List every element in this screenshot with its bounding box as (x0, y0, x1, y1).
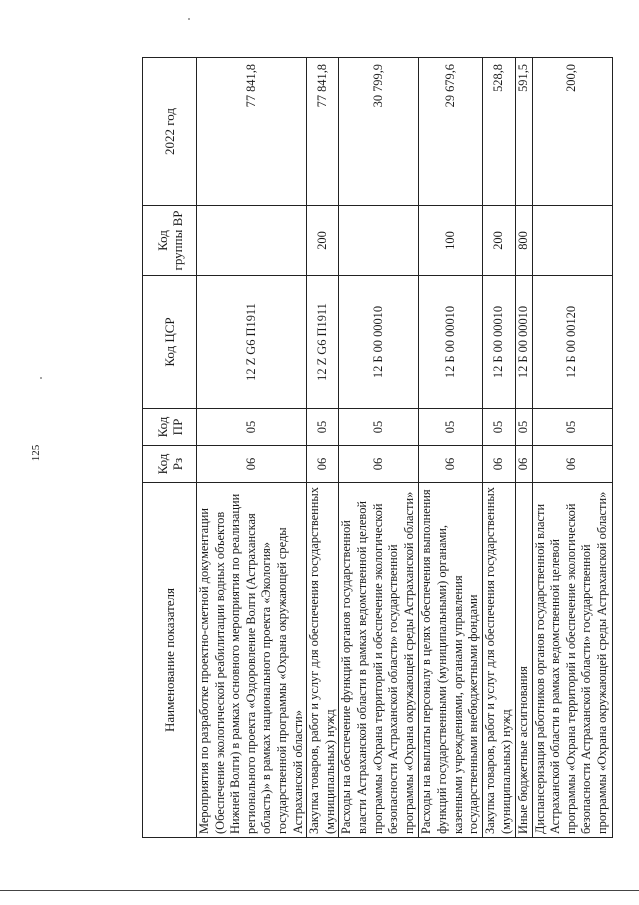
row-csr: 12 Z G6 П1911 (197, 276, 307, 409)
row-rz: 06 (197, 446, 307, 483)
row-value: 29 679,6 (419, 58, 483, 206)
table-row (307, 58, 339, 838)
scan-edge-line (0, 890, 639, 891)
row-name: Закупка товаров, работ и услуг для обеспечения государственных (муниципальных) нужд (307, 483, 339, 838)
header-pr: Код ПР (143, 409, 197, 446)
table-row (483, 58, 515, 838)
row-name: Расходы на обеспечение функций органов государственной власти Астраханской области в рамках ведомственной целевой программы «Охрана территорий и обеспечение экологической безопасности Астраханской области» государственной программы «Охрана окружающей среды Астраханской области» (339, 483, 419, 838)
header-name: Наименование показателя (143, 483, 197, 838)
scan-speck (188, 18, 190, 20)
row-vr: 100 (419, 206, 483, 276)
row-name: Иные бюджетные ассигнования (515, 483, 532, 838)
row-vr: 200 (483, 206, 515, 276)
table-row (419, 58, 483, 838)
row-pr: 05 (197, 409, 307, 446)
table-header-row (143, 58, 197, 838)
row-value: 77 841,8 (307, 58, 339, 206)
row-csr: 12 Б 00 00120 (532, 276, 612, 409)
header-csr: Код ЦСР (143, 276, 197, 409)
row-vr (339, 206, 419, 276)
row-pr: 05 (419, 409, 483, 446)
row-name: Диспансеризация работников органов государственной власти Астраханской области в рамках ведомственной целевой программы «Охрана территорий и обеспечение экологической безопасности Астраханской области» государственной программы «Охрана окружающей среды Астраханской области» (532, 483, 612, 838)
header-vr: Код группы ВР (143, 206, 197, 276)
row-value: 200,0 (532, 58, 612, 206)
row-rz: 06 (339, 446, 419, 483)
row-value: 591,5 (515, 58, 532, 206)
row-csr: 12 Б 00 00010 (515, 276, 532, 409)
row-csr: 12 Б 00 00010 (483, 276, 515, 409)
row-pr: 05 (483, 409, 515, 446)
row-pr: 05 (515, 409, 532, 446)
table-row (515, 58, 532, 838)
table-row (197, 58, 307, 838)
table-row (339, 58, 419, 838)
page-number: 125 (30, 444, 42, 462)
row-csr: 12 Б 00 00010 (339, 276, 419, 409)
row-value: 528,8 (483, 58, 515, 206)
row-value: 30 799,9 (339, 58, 419, 206)
row-csr: 12 Z G6 П1911 (307, 276, 339, 409)
row-csr: 12 Б 00 00010 (419, 276, 483, 409)
row-value: 77 841,8 (197, 58, 307, 206)
row-name: Закупка товаров, работ и услуг для обеспечения государственных (муниципальных) нужд (483, 483, 515, 838)
row-rz: 06 (532, 446, 612, 483)
row-rz: 06 (307, 446, 339, 483)
row-pr: 05 (532, 409, 612, 446)
budget-table (142, 57, 613, 838)
table-row (532, 58, 612, 838)
row-vr (532, 206, 612, 276)
header-year: 2022 год (143, 58, 197, 206)
header-rz: Код Рз (143, 446, 197, 483)
row-vr (197, 206, 307, 276)
row-rz: 06 (483, 446, 515, 483)
scan-speck (40, 377, 42, 379)
row-pr: 05 (339, 409, 419, 446)
row-pr: 05 (307, 409, 339, 446)
row-name: Расходы на выплаты персоналу в целях обеспечения выполнения функций государственными (муниципальными) органами, казенными учреждениями, органами управления государственными внебюджетными фондами (419, 483, 483, 838)
rotated-table-wrapper (142, 58, 612, 838)
row-name: Мероприятия по разработке проектно-сметной документации (Обеспечение экологической реабилитации водных объектов Нижней Волги) в рамках основного мероприятия по реализации регионального проекта «Оздоровление Волги (Астраханская область)» в рамках национального проекта «Экология» государственной программы «Охрана окружающей среды Астраханской области» (197, 483, 307, 838)
row-vr: 200 (307, 206, 339, 276)
row-rz: 06 (419, 446, 483, 483)
row-rz: 06 (515, 446, 532, 483)
row-vr: 800 (515, 206, 532, 276)
